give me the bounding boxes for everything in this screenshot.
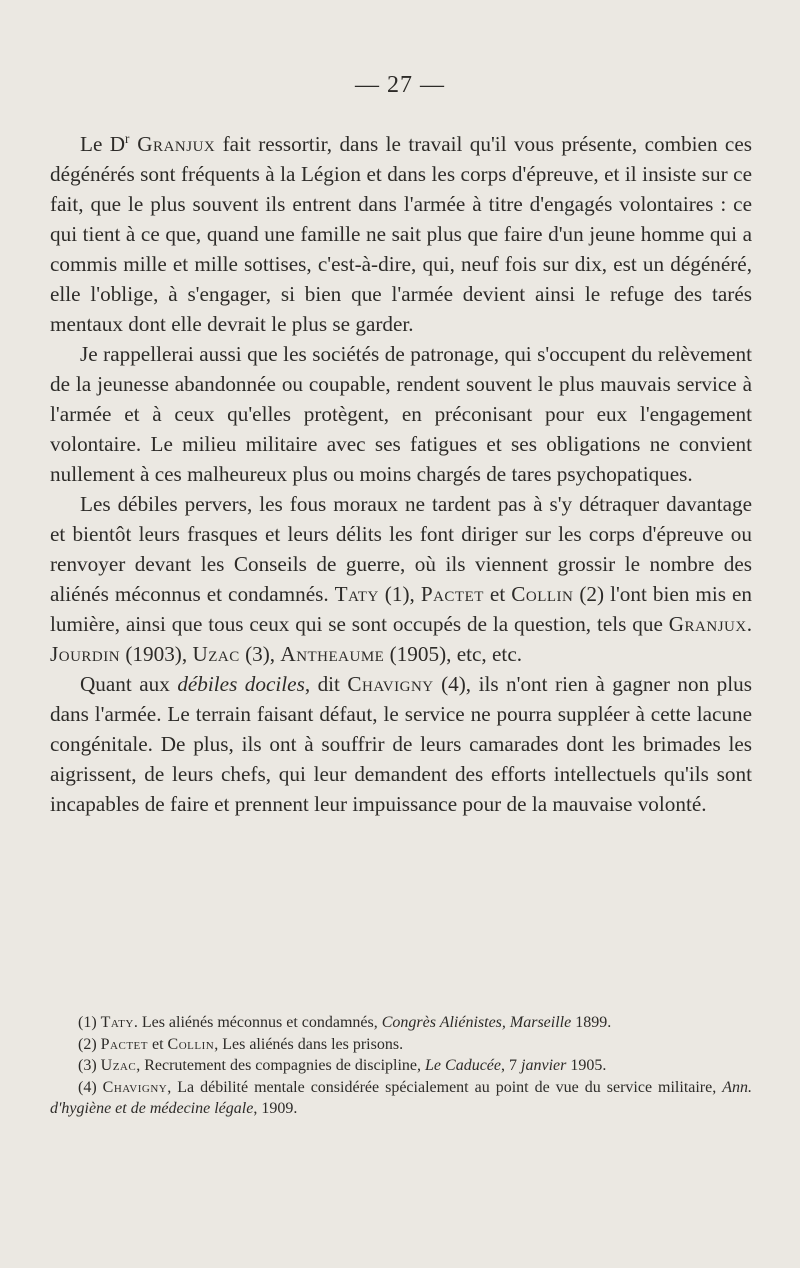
- small-caps-name: Collin: [511, 582, 574, 607]
- text-run: , dit: [304, 672, 348, 697]
- footnote: [50, 1077, 752, 1120]
- paragraph: [50, 489, 752, 669]
- small-caps-name: Taty: [334, 582, 379, 607]
- text-run: fait ressortir, dans le travail qu'il vous présente, combien ces dégénérés sont fréquents à la Légion et dans les corps d'épreuve, et il insiste sur ce fait, que le plus souvent ils entrent dans l'armée à titre d'engagés volontaires : ce qui tient à ce que, quand une famille ne sait plus que faire d'un jeune homme qui a commis mille et mille sottises, c'est-à-dire, qui, neuf fois sur dix, est un dégénéré, elle l'oblige, à s'engager, si bien que l'armée devient ainsi le refuge des tarés mentaux dont elle devrait le plus se garder.: [50, 132, 752, 337]
- text-run: Je rappellerai aussi que les sociétés de patronage, qui s'occupent du relèvement de la jeunesse abandonnée ou coupable, rendent souvent le plus mauvais service à l'armée et à ceux qu'elles protègent, en préconisant pour eux l'engagement volontaire. Le milieu militaire avec ses fatigues et ses obligations ne convient nullement à ces malheureux plus ou moins chargés de tares psychopatiques.: [50, 342, 752, 487]
- text-run: .: [746, 612, 752, 637]
- small-caps-name: Granjux: [129, 132, 216, 157]
- paragraph: [50, 124, 752, 339]
- text-run: (1): [78, 1014, 101, 1031]
- footnote: [50, 1055, 752, 1077]
- small-caps-name: Taty: [100, 1014, 134, 1031]
- small-caps-name: Chavigny: [347, 672, 434, 697]
- italic-text: Le Caducée: [425, 1057, 502, 1074]
- text-run: (2): [78, 1035, 101, 1053]
- text-run: et: [148, 1035, 168, 1053]
- page-number: — 27 —: [355, 72, 445, 98]
- main-text: [50, 124, 752, 819]
- superscript-text: r: [125, 131, 130, 146]
- small-caps-name: Uzac: [192, 642, 240, 667]
- text-run: , Recrutement des compagnies de discipline,: [136, 1057, 426, 1074]
- footnotes: [50, 1012, 752, 1120]
- italic-text: janvier: [521, 1057, 567, 1074]
- text-run: (3),: [239, 642, 281, 667]
- text-run: Quant aux: [80, 672, 178, 697]
- text-run: et: [483, 582, 512, 607]
- text-run: (4): [78, 1078, 103, 1096]
- small-caps-name: Jourdin: [50, 642, 121, 667]
- small-caps-name: Chavigny: [102, 1078, 168, 1096]
- footnote: [50, 1012, 752, 1034]
- paragraph: [50, 339, 752, 489]
- text-run: (1),: [378, 582, 421, 607]
- text-run: (2) l'ont bien mis en lumière, ainsi que tous ceux qui se sont occupés de la question, tels que: [50, 582, 752, 637]
- small-caps-name: Uzac: [100, 1057, 137, 1074]
- footnote: [50, 1034, 752, 1056]
- text-run: , Les aliénés dans les prisons.: [214, 1035, 404, 1053]
- italic-text: Ann. d'hygiène et de médecine légale: [50, 1078, 753, 1117]
- text-run: (1905), etc, etc.: [384, 642, 523, 667]
- text-run: , La débilité mentale considérée spécialement au point de vue du service militaire,: [167, 1078, 723, 1096]
- italic-text: Congrès Aliénistes, Marseille: [381, 1014, 572, 1031]
- small-caps-name: Granjux: [668, 612, 747, 637]
- paragraph: [50, 669, 752, 819]
- text-run: . Les aliénés méconnus et condamnés,: [133, 1014, 382, 1031]
- italic-text: débiles dociles: [177, 672, 305, 697]
- small-caps-name: Collin: [167, 1035, 215, 1053]
- text-run: 1905.: [566, 1057, 607, 1074]
- text-run: Les débiles pervers, les fous moraux ne tardent pas à s'y détraquer davantage et bientôt leurs frasques et leurs délits les font diriger sur les corps d'épreuve ou renvoyer devant les Conseils de guerre, où ils viennent grossir le nombre des aliénés méconnus et condamnés.: [50, 492, 752, 607]
- small-caps-name: Antheaume: [280, 642, 385, 667]
- small-caps-name: Pactet: [420, 582, 484, 607]
- text-run: Le D: [80, 132, 126, 157]
- text-run: , 7: [501, 1057, 522, 1074]
- text-run: (4), ils n'ont rien à gagner non plus dans l'armée. Le terrain faisant défaut, le service ne pourra suppléer à cette lacune congénitale. De plus, ils ont à souffrir de leurs camarades dont les brimades les aigrissent, de leurs chefs, qui leur demandent des efforts intellectuels qu'ils sont incapables de faire et prennent leur impuissance pour de la mauvaise volonté.: [50, 672, 752, 817]
- text-run: 1899.: [571, 1014, 612, 1031]
- small-caps-name: Pactet: [100, 1035, 148, 1053]
- text-run: , 1909.: [253, 1100, 298, 1117]
- text-run: (1903),: [120, 642, 193, 667]
- text-run: (3): [78, 1057, 101, 1074]
